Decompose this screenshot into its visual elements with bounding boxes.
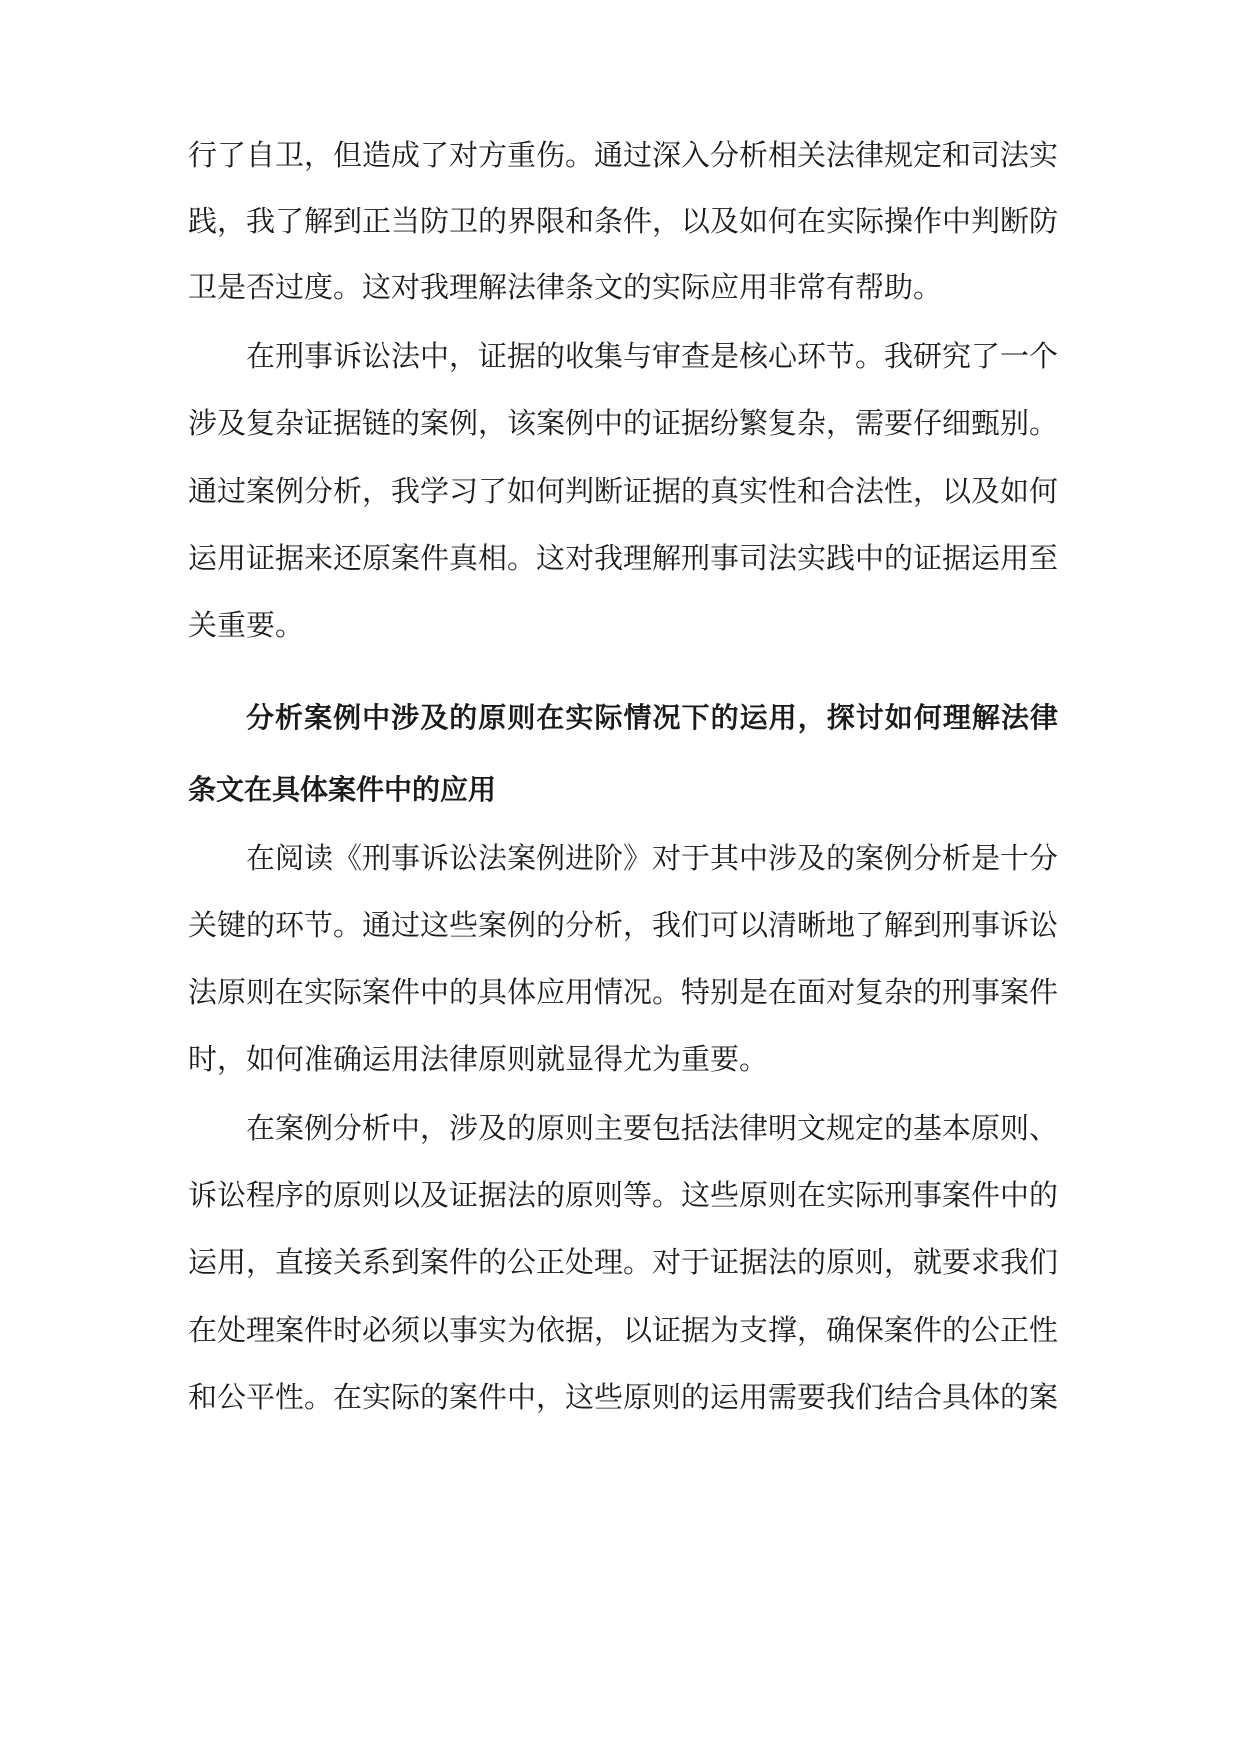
paragraph-line: 践，我了解到正当防卫的界限和条件，以及如何在实际操作中判断防 [188,204,1058,238]
paragraph-line: 诉讼程序的原则以及证据法的原则等。这些原则在实际刑事案件中的 [188,1178,1058,1212]
section-heading: 条文在具体案件中的应用 [188,773,497,806]
paragraph-line: 在处理案件时必须以事实为依据，以证据为支撑，确保案件的公正性 [188,1313,1058,1347]
paragraph-line: 运用，直接关系到案件的公正处理。对于证据法的原则，就要求我们 [188,1245,1058,1279]
paragraph-line: 卫是否过度。这对我理解法律条文的实际应用非常有帮助。 [188,270,943,304]
paragraph-line: 时，如何准确运用法律原则就显得尤为重要。 [188,1042,769,1076]
paragraph-line: 法原则在实际案件中的具体应用情况。特别是在面对复杂的刑事案件 [188,975,1058,1009]
paragraph-line: 运用证据来还原案件真相。这对我理解刑事司法实践中的证据运用至 [188,541,1058,575]
paragraph-line: 涉及复杂证据链的案例，该案例中的证据纷繁复杂，需要仔细甄别。 [188,406,1058,440]
paragraph-line: 在阅读《刑事诉讼法案例进阶》对于其中涉及的案例分析是十分 [246,841,1058,875]
paragraph-line: 通过案例分析，我学习了如何判断证据的真实性和合法性，以及如何 [188,474,1058,508]
paragraph-line: 行了自卫，但造成了对方重伤。通过深入分析相关法律规定和司法实 [188,138,1058,172]
paragraph-line: 和公平性。在实际的案件中，这些原则的运用需要我们结合具体的案 [188,1380,1058,1414]
paragraph-line: 关键的环节。通过这些案例的分析，我们可以清晰地了解到刑事诉讼 [188,908,1058,942]
section-heading: 分析案例中涉及的原则在实际情况下的运用，探讨如何理解法律 [246,701,1058,734]
paragraph-line: 在刑事诉讼法中，证据的收集与审查是核心环节。我研究了一个 [246,339,1058,373]
paragraph-line: 关重要。 [188,608,305,642]
paragraph-line: 在案例分析中，涉及的原则主要包括法律明文规定的基本原则、 [246,1111,1058,1145]
